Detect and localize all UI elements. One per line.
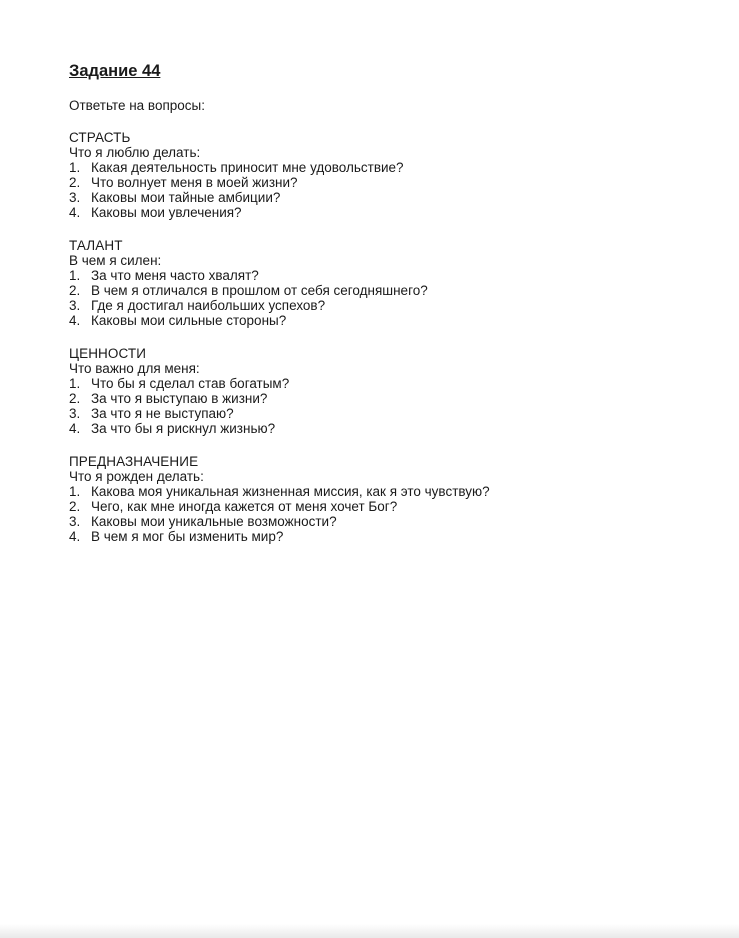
section-passion bbox=[69, 130, 709, 220]
question-number: 3. bbox=[69, 514, 81, 529]
question-item bbox=[69, 313, 709, 328]
question-text: Каковы мои тайные амбиции? bbox=[91, 190, 281, 205]
question-text: Что бы я сделал став богатым? bbox=[91, 376, 290, 391]
question-number: 1. bbox=[69, 376, 81, 391]
section-heading: ПРЕДНАЗНАЧЕНИЕ bbox=[69, 454, 199, 469]
question-text: В чем я мог бы изменить мир? bbox=[91, 529, 284, 544]
section-purpose bbox=[69, 454, 709, 544]
question-item bbox=[69, 190, 709, 205]
section-subheading: Что я рожден делать: bbox=[69, 469, 204, 484]
section-talent bbox=[69, 238, 709, 328]
intro-text: Ответьте на вопросы: bbox=[69, 98, 205, 113]
question-number: 1. bbox=[69, 160, 81, 175]
question-item bbox=[69, 406, 709, 421]
question-number: 3. bbox=[69, 298, 81, 313]
page-bottom-edge bbox=[0, 924, 739, 938]
question-text: За что я выступаю в жизни? bbox=[91, 391, 268, 406]
question-text: За что я не выступаю? bbox=[91, 406, 234, 421]
question-number: 3. bbox=[69, 406, 81, 421]
question-item bbox=[69, 391, 709, 406]
question-text: Каковы мои сильные стороны? bbox=[91, 313, 287, 328]
question-item bbox=[69, 283, 709, 298]
question-number: 1. bbox=[69, 268, 81, 283]
document-page bbox=[69, 60, 709, 544]
question-number: 4. bbox=[69, 529, 81, 544]
question-item bbox=[69, 298, 709, 313]
question-number: 2. bbox=[69, 391, 81, 406]
question-list bbox=[69, 376, 709, 436]
question-number: 4. bbox=[69, 421, 81, 436]
question-item bbox=[69, 499, 709, 514]
document-title: Задание 44 bbox=[69, 62, 161, 80]
question-item bbox=[69, 376, 709, 391]
question-item bbox=[69, 484, 709, 499]
question-number: 2. bbox=[69, 175, 81, 190]
question-text: Каковы мои уникальные возможности? bbox=[91, 514, 337, 529]
question-number: 4. bbox=[69, 313, 81, 328]
section-heading: ТАЛАНТ bbox=[69, 238, 123, 253]
question-item bbox=[69, 268, 709, 283]
question-number: 1. bbox=[69, 484, 81, 499]
question-text: Чего, как мне иногда кажется от меня хочет Бог? bbox=[91, 499, 398, 514]
question-item bbox=[69, 175, 709, 190]
question-text: В чем я отличался в прошлом от себя сегодняшнего? bbox=[91, 283, 428, 298]
question-text: Где я достигал наибольших успехов? bbox=[91, 298, 326, 313]
question-list bbox=[69, 484, 709, 544]
question-text: Что волнует меня в моей жизни? bbox=[91, 175, 298, 190]
section-subheading: Что я люблю делать: bbox=[69, 145, 201, 160]
section-heading: СТРАСТЬ bbox=[69, 130, 131, 145]
question-item bbox=[69, 205, 709, 220]
question-text: Какова моя уникальная жизненная миссия, как я это чувствую? bbox=[91, 484, 490, 499]
section-subheading: В чем я силен: bbox=[69, 253, 162, 268]
question-item bbox=[69, 529, 709, 544]
question-item bbox=[69, 514, 709, 529]
question-text: За что бы я рискнул жизнью? bbox=[91, 421, 276, 436]
question-list bbox=[69, 268, 709, 328]
question-number: 4. bbox=[69, 205, 81, 220]
question-text: Какая деятельность приносит мне удовольствие? bbox=[91, 160, 404, 175]
question-item bbox=[69, 160, 709, 175]
question-item bbox=[69, 421, 709, 436]
question-number: 2. bbox=[69, 283, 81, 298]
question-number: 2. bbox=[69, 499, 81, 514]
section-heading: ЦЕННОСТИ bbox=[69, 346, 147, 361]
question-text: За что меня часто хвалят? bbox=[91, 268, 259, 283]
question-text: Каковы мои увлечения? bbox=[91, 205, 242, 220]
question-list bbox=[69, 160, 709, 220]
section-subheading: Что важно для меня: bbox=[69, 361, 200, 376]
section-values bbox=[69, 346, 709, 436]
question-number: 3. bbox=[69, 190, 81, 205]
